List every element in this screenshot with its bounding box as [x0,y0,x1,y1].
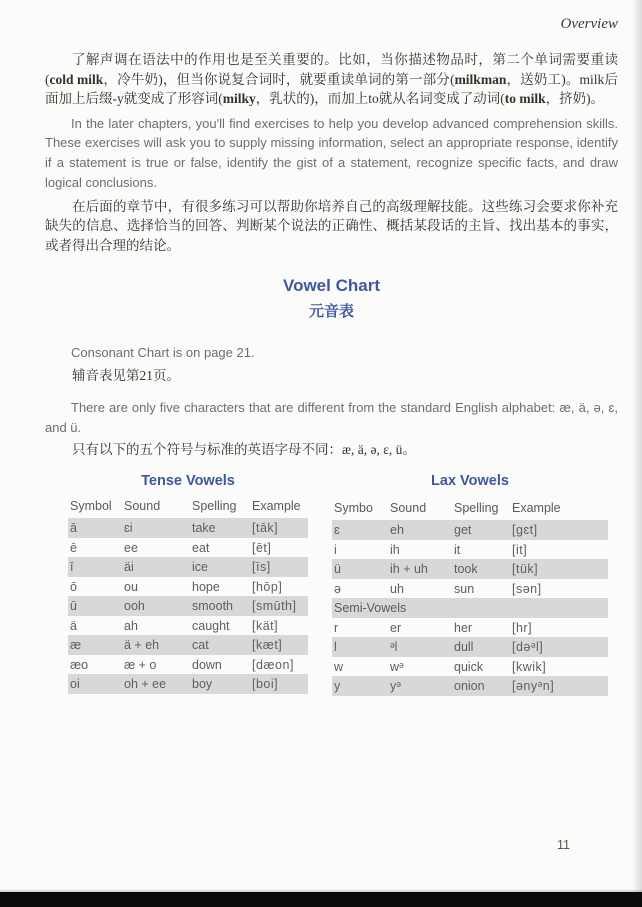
column-header: Example [512,501,561,516]
spelling-cell: her [454,620,473,635]
symbol-cell: ɛ [332,520,388,540]
lax-vowels-block [332,473,608,696]
tense-vowels-table [68,496,308,694]
tense-vowels-block [68,473,308,696]
paragraph-later-chapters-zh: 在后面的章节中，有很多练习可以帮助你培养自己的高级理解技能。这些练习会要求你补充缺失的信息、选择恰当的回答、判断某个说法的正确性、概括某段话的主旨、找出基本的事实，或者得出合理的结论。 [45,198,618,253]
symbol-cell: oi [68,674,122,694]
sound-cell: äi [122,557,190,577]
symbol-cell: ä [70,618,77,633]
sound-cell: ou [124,579,138,594]
text-segment: ，送奶工)。milk后面加上后缀-y就变成了形容词( [45,71,618,106]
spelling-cell: smooth [190,596,250,616]
sound-cell: oh + ee [122,674,190,694]
symbol-cell: ū [68,596,122,616]
table-body [332,520,608,696]
symbol-cell: æo [70,657,89,672]
tense-vowels-heading: Tense Vowels [141,473,235,490]
table-row [68,538,308,558]
table-row [68,518,308,538]
text-segment: ，冷牛奶)，但当你说复合词时，就要重读单词的第一部分( [103,71,455,87]
symbol-cell: l [332,637,388,657]
table-body [68,518,308,694]
sound-cell: ee [124,540,138,555]
page-number: 11 [557,838,570,852]
table-row [332,579,608,599]
scan-right-edge [632,0,642,892]
sound-cell: ih + uh [388,559,452,579]
paragraph-tone-grammar-zh [45,50,618,109]
paragraph-later-chapters-en: In the later chapters, you'll find exercises to help you develop advanced comprehension skills. These exercises will ask you to supply missing information, select an appropriate response, identify if a statement is true or false, identify the gist of a statement, recognize specific facts, and draw logical conclusions. [45,115,618,190]
sound-cell: wᵊ [390,659,404,674]
column-header: Spelling [454,501,499,516]
example-cell: [sən] [512,581,542,596]
symbol-cell: y [332,676,388,696]
sound-cell: ooh [122,596,190,616]
sound-cell: yᵊ [388,676,452,696]
example-cell: [smūth] [250,596,308,616]
symbol-cell: ā [68,518,122,538]
column-header: Sound [124,499,161,514]
symbol-cell: ü [332,559,388,579]
symbol-cell: ə [334,581,341,596]
symbol-cell: æ [68,635,122,655]
spelling-cell: caught [192,618,230,633]
sound-cell: ä + eh [122,635,190,655]
example-cell: [tük] [510,559,608,579]
symbol-cell: i [334,542,337,557]
spelling-cell: dull [452,637,510,657]
example-cell: [kät] [252,618,279,633]
spelling-cell: get [452,520,510,540]
bold-term: milkman [454,71,507,87]
spelling-cell: sun [454,581,475,596]
column-header: Symbo [334,501,373,516]
consonant-note-zh: 辅音表见第21页。 [72,368,180,384]
bold-term: milky [222,91,256,106]
section-span-cell: Semi-Vowels [332,598,608,618]
spelling-cell: down [192,657,222,672]
example-cell: [kwik] [512,659,547,674]
example-cell: [it] [512,542,528,557]
table-row [332,637,608,657]
symbol-cell: ī [68,557,122,577]
example-cell: [gɛt] [510,520,608,540]
sound-cell: eh [388,520,452,540]
lax-vowels-table [332,498,608,696]
table-row [68,577,308,597]
scan-bottom-bar [0,892,642,907]
table-row [332,676,608,696]
example-cell: [īs] [250,557,308,577]
spelling-cell: took [452,559,510,579]
table-row [332,657,608,677]
sound-cell: ɛi [122,518,190,538]
example-cell: [ənyᵊn] [510,676,608,696]
example-cell: [hr] [512,620,533,635]
column-header: Symbol [70,499,112,514]
header-row [68,496,308,518]
spelling-cell: eat [192,540,210,555]
five-characters-note-en: There are only five characters that are different from the standard English alphabet: æ, ä, ə, ɛ, and ü. [45,400,618,435]
example-cell: [boi] [250,674,308,694]
bold-term: to milk [504,91,546,106]
spelling-cell: it [454,542,461,557]
text-segment: ，挤奶)。 [545,91,605,106]
table-row [332,598,608,618]
text-segment: 了解声调在语法中的作用也是至关重要的。比如，当你描述物品时，第二个单词需要重读( [45,52,618,87]
example-cell: [kæt] [250,635,308,655]
table-header [68,496,308,518]
running-header: Overview [560,16,618,32]
example-cell: [dæon] [252,657,294,672]
sound-cell: æ + o [124,657,157,672]
sound-cell: ᵊl [388,637,452,657]
text-segment: ，乳状的)，而加上to就从名词变成了动词( [255,91,505,106]
consonant-note-en: Consonant Chart is on page 21. [71,345,255,361]
column-header: Spelling [192,499,237,514]
sound-cell: er [390,620,402,635]
table-header [332,498,608,520]
spelling-cell: take [190,518,250,538]
table-row [332,559,608,579]
example-cell: [dəᵊl] [510,637,608,657]
five-characters-note-zh: 只有以下的五个符号与标准的英语字母不同：æ, ä, ə, ɛ, ü。 [72,441,416,457]
table-row [68,596,308,616]
column-header: Sound [390,501,427,516]
lax-vowels-heading: Lax Vowels [431,473,509,490]
table-row [68,635,308,655]
table-row [332,520,608,540]
vowel-tables [68,473,618,696]
sound-cell: ah [124,618,138,633]
example-cell: [ēt] [252,540,272,555]
symbol-cell: w [334,659,344,674]
spelling-cell: quick [454,659,484,674]
example-cell: [hōp] [252,579,283,594]
column-header: Example [252,499,301,514]
table-row [332,540,608,560]
table-row [68,655,308,675]
section-title-en: Vowel Chart [283,276,380,296]
spelling-cell: cat [190,635,250,655]
table-row [332,618,608,638]
example-cell: [tāk] [250,518,308,538]
spelling-cell: ice [190,557,250,577]
sound-cell: ih [390,542,400,557]
symbol-cell: ō [70,579,77,594]
symbol-cell: ē [70,540,77,555]
table-row [68,674,308,694]
spelling-cell: onion [452,676,510,696]
sound-cell: uh [390,581,404,596]
header-row [332,498,608,520]
spelling-cell: hope [192,579,220,594]
bold-term: cold milk [49,71,104,87]
spelling-cell: boy [190,674,250,694]
table-row [68,616,308,636]
table-row [68,557,308,577]
symbol-cell: r [334,620,339,635]
section-title-zh: 元音表 [308,303,354,321]
